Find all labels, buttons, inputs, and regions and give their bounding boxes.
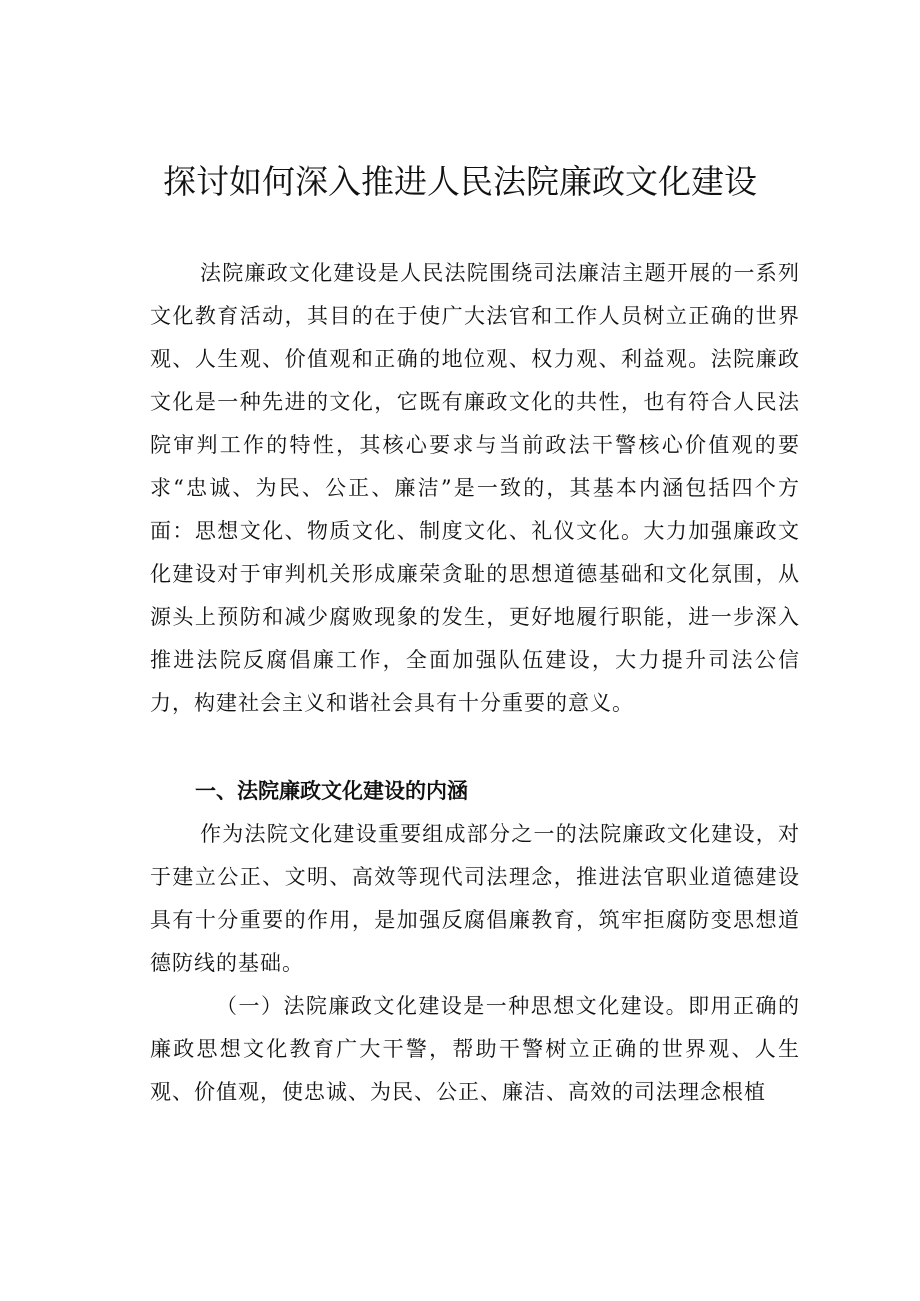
section-heading-1: 一、法院廉政文化建设的内涵 [195, 779, 468, 803]
intro-paragraph: 法院廉政文化建设是人民法院围绕司法廉洁主题开展的一系列文化教育活动，其目的在于使广大法官和工作人员树立正确的世界观、人生观、价值观和正确的地位观、权力观、利益观。法院廉政文化是一种先进的文化，它既有廉政文化的共性，也有符合人民法院审判工作的特性，其核心要求与当前政法干警核心价值观的要求“忠诚、为民、公正、廉洁”是一致的，其基本内涵包括四个方面：思想文化、物质文化、制度文化、礼仪文化。大力加强廉政文化建设对于审判机关形成廉荣贪耻的思想道德基础和文化氛围，从源头上预防和减少腐败现象的发生，更好地履行职能，进一步深入推进法院反腐倡廉工作，全面加强队伍建设，大力提升司法公信力，构建社会主义和谐社会具有十分重要的意义。 [150, 261, 800, 715]
subsection-1-paragraph: （一）法院廉政文化建设是一种思想文化建设。即用正确的廉政思想文化教育广大干警，帮助干警树立正确的世界观、人生观、价值观，使忠诚、为民、公正、廉洁、高效的司法理念根植 [150, 994, 800, 1104]
document-title: 探讨如何深入推进人民法院廉政文化建设 [163, 162, 757, 201]
section-1-paragraph: 作为法院文化建设重要组成部分之一的法院廉政文化建设，对于建立公正、文明、高效等现代司法理念，推进法官职业道德建设具有十分重要的作用，是加强反腐倡廉教育，筑牢拒腐防变思想道德防线的基础。 [150, 822, 800, 975]
